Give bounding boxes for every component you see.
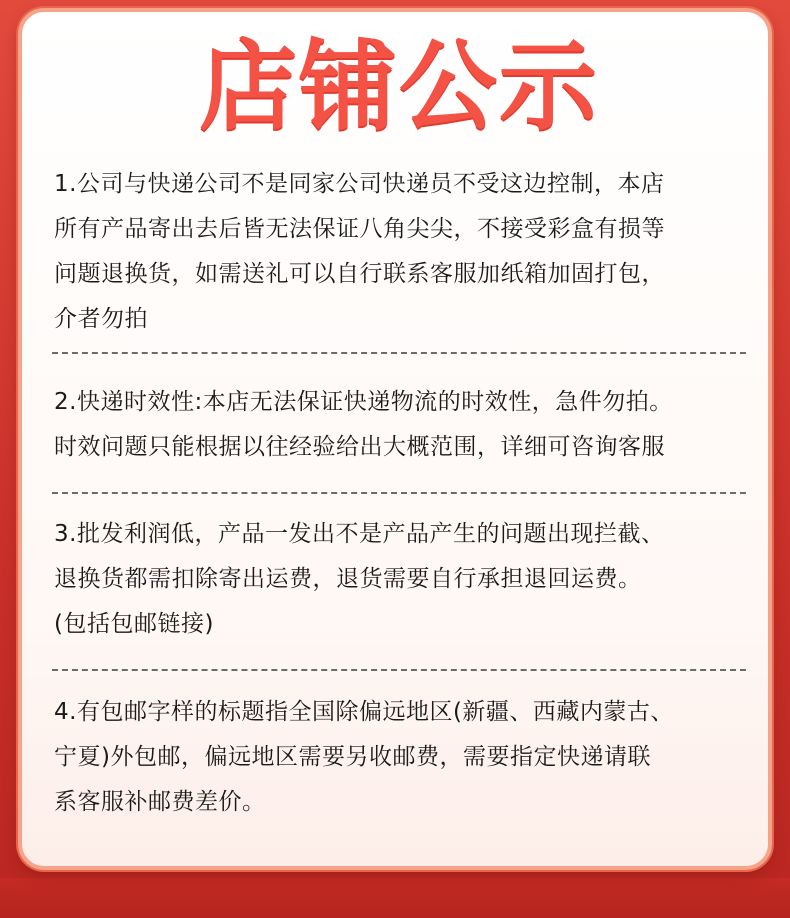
notice-1-line-1: 1.公司与快递公司不是同家公司快递员不受这边控制，本店: [54, 171, 665, 197]
notice-3-line-2: 退换货都需扣除寄出运费，退货需要自行承担退回运费。: [54, 566, 642, 592]
notice-4-line-2: 宁夏)外包邮，偏远地区需要另收邮费，需要指定快递请联: [54, 744, 651, 770]
divider-1: [52, 352, 746, 354]
divider-2: [52, 492, 746, 494]
notice-1-line-3: 问题退换货，如需送礼可以自行联系客服加纸箱加固打包，: [54, 261, 665, 287]
notice-3-line-1: 3.批发利润低，产品一发出不是产品产生的问题出现拦截、: [54, 521, 665, 547]
notice-2-line-1: 2.快递时效性:本店无法保证快递物流的时效性，急件勿拍。: [54, 389, 673, 415]
page-title: 店铺公示: [198, 30, 599, 144]
notice-1-line-2: 所有产品寄出去后皆无法保证八角尖尖，不接受彩盒有损等: [54, 216, 665, 242]
notice-1: [54, 162, 754, 342]
divider-3: [52, 669, 746, 671]
notice-3-line-3: (包括包邮链接): [54, 611, 214, 637]
notice-2: [54, 380, 754, 470]
notice-4: [54, 690, 754, 825]
notice-2-line-2: 时效问题只能根据以往经验给出大概范围，详细可咨询客服: [54, 434, 665, 460]
notice-1-line-4: 介者勿拍: [54, 306, 148, 332]
notice-4-line-1: 4.有包邮字样的标题指全国除偏远地区(新疆、西藏内蒙古、: [54, 699, 674, 725]
bottom-band: [0, 878, 790, 918]
notice-card: [18, 8, 772, 870]
notice-3: [54, 512, 754, 647]
notice-4-line-3: 系客服补邮费差价。: [54, 789, 266, 815]
